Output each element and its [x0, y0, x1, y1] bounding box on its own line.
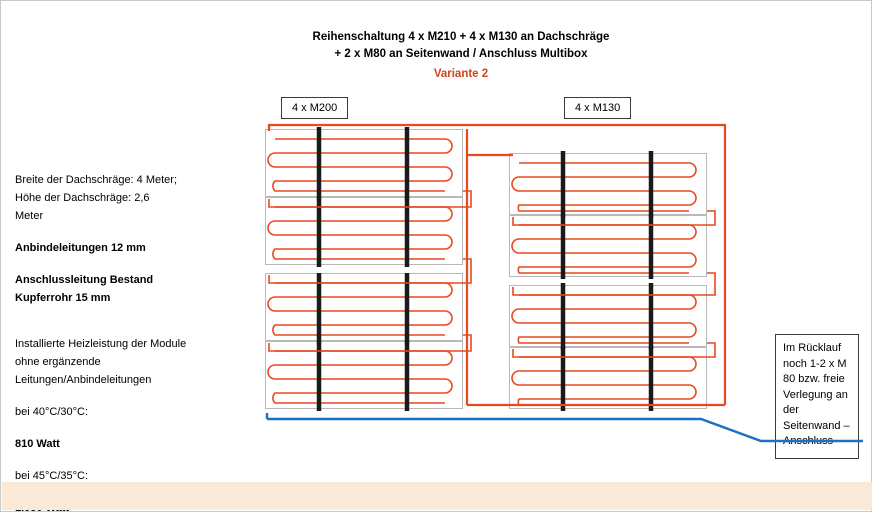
label-left-module-group: 4 x M200: [281, 97, 348, 119]
spec-temp-1-label: bei 40°C/30°C:: [15, 406, 89, 418]
label-right-module-group: 4 x M130: [564, 97, 631, 119]
title-line-2: + 2 x M80 an Seitenwand / Anschluss Multibox: [334, 48, 588, 60]
module-panel-left-4: [265, 341, 463, 409]
module-panel-right-4: [509, 347, 707, 409]
footer-bar: [2, 482, 872, 510]
module-panel-right-3: [509, 285, 707, 347]
spec-anbindeleitungen: Anbindeleitungen 12 mm: [15, 242, 146, 254]
title-line-1: Reihenschaltung 4 x M210 + 4 x M130 an Dachschräge: [312, 31, 610, 43]
module-panel-right-1: [509, 153, 707, 215]
module-panel-left-2: [265, 197, 463, 265]
variant-label: Variante 2: [433, 68, 489, 80]
return-line-blue: [267, 413, 863, 441]
diagram-title: [251, 29, 671, 63]
spec-anschlussleitung-2: Kupferrohr 15 mm: [15, 292, 111, 304]
spec-height-unit: Meter: [15, 210, 44, 222]
module-panel-right-2: [509, 215, 707, 277]
spec-heizleistung-1: Installierte Heizleistung der Module: [15, 338, 187, 350]
note-box: Im Rücklauf noch 1-2 x M 80 bzw. freie Verlegung an der Seitenwand – Anschluss: [775, 334, 859, 459]
spec-temp-1-value: 810 Watt: [15, 438, 60, 450]
spec-heizleistung-3: Leitungen/Anbindeleitungen: [15, 374, 152, 386]
spec-heizleistung-2: ohne ergänzende: [15, 356, 101, 368]
spec-width: Breite der Dachschräge: 4 Meter;: [15, 174, 178, 186]
specs-panel: [15, 171, 230, 517]
module-panel-left-1: [265, 129, 463, 197]
spec-anschlussleitung-1: Anschlussleitung Bestand: [15, 274, 154, 286]
spec-temp-2-label: bei 45°C/35°C:: [15, 470, 89, 482]
module-panel-left-3: [265, 273, 463, 341]
spec-height: Höhe der Dachschräge: 2,6: [15, 192, 150, 204]
